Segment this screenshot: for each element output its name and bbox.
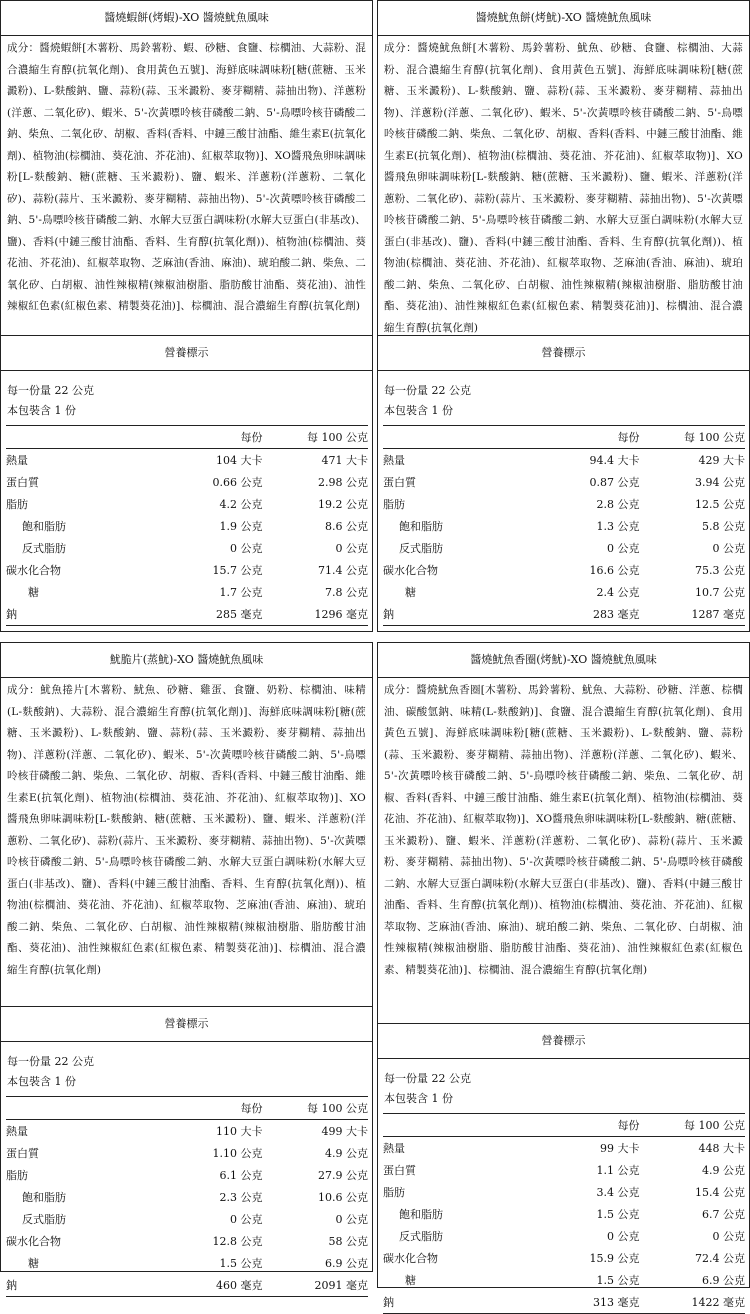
nutrient-header-blank <box>6 1097 157 1120</box>
nutrient-label: 碳水化合物 <box>6 564 61 577</box>
per-serving-value: 110 大卡 <box>216 1125 263 1138</box>
serving-size: 每一份量 22 公克 <box>7 1055 94 1068</box>
nutrition-table <box>6 425 368 626</box>
nutrition-row <box>6 1142 368 1164</box>
per-100g-value: 0 公克 <box>335 1213 368 1226</box>
per-serving-value: 94.4 大卡 <box>589 454 640 467</box>
nutrient-header-blank <box>383 426 534 449</box>
product-title: 醬燒蝦餅(烤蝦)-XO 醬燒魷魚風味 <box>1 1 372 36</box>
nutrient-label: 反式脂肪 <box>22 542 66 555</box>
ingredients-section <box>378 678 749 1024</box>
nutrition-table <box>383 1113 745 1314</box>
per-serving-value: 1.1 公克 <box>596 1164 640 1177</box>
per-serving-value: 12.8 公克 <box>212 1235 263 1248</box>
servings-per-pack: 本包裝含 1 份 <box>384 404 453 417</box>
per-100g-value: 27.9 公克 <box>318 1169 368 1182</box>
nutrient-label: 脂肪 <box>6 498 28 511</box>
nutrition-row <box>383 1181 745 1203</box>
nutrient-label: 鈉 <box>383 1291 534 1314</box>
product-panel-squid-chips <box>0 642 373 1292</box>
nutrition-row <box>383 559 745 581</box>
per-serving-value: 0 公克 <box>230 1213 263 1226</box>
nutrient-label: 飽和脂肪 <box>22 520 66 533</box>
nutrition-title: 營養標示 <box>378 1024 749 1059</box>
per-serving-value: 0.66 公克 <box>212 476 263 489</box>
ingredients-section <box>1 36 372 336</box>
per-100g-value: 4.9 公克 <box>702 1164 745 1177</box>
nutrition-row <box>6 603 368 626</box>
nutrition-title: 營養標示 <box>378 336 749 371</box>
per-100g-value: 71.4 公克 <box>318 564 368 577</box>
per-100g-header: 每 100 公克 <box>263 1097 368 1120</box>
nutrient-label: 蛋白質 <box>6 1147 39 1160</box>
nutrition-row <box>6 559 368 581</box>
nutrient-label: 脂肪 <box>6 1169 28 1182</box>
nutrition-row <box>383 493 745 515</box>
per-100g-value: 448 大卡 <box>698 1142 745 1155</box>
per-100g-value: 3.94 公克 <box>695 476 745 489</box>
per-serving-value: 285 毫克 <box>157 603 262 626</box>
per-100g-value: 0 公克 <box>712 542 745 555</box>
nutrition-title: 營養標示 <box>1 336 372 371</box>
product-panel-squid-cracker <box>377 0 750 632</box>
nutrition-row <box>383 449 745 472</box>
nutrition-rows <box>383 449 745 626</box>
per-serving-header: 每份 <box>157 1097 262 1120</box>
ingredients-text: 成分：醬燒魷魚香圈[木薯粉、馬鈴薯粉、魷魚、大蒜粉、砂糖、洋蔥、棕櫚油、碳酸氫鈉、味精(L-麩酸鈉)]、食鹽、混合濃縮生育醇(抗氧化劑)、食用黃色五號]、海鮮底味調味粉[糖(蔗糖、玉米澱粉)、L-麩酸鈉、鹽、蒜粉(蒜、玉米澱粉、麥芽糊精、蒜抽出物)、洋蔥粉(洋蔥、二氧化矽)、蝦米、5'-次黃嘌呤核苷磷酸二鈉、5'-鳥嘌呤核苷磷酸二鈉、柴魚、二氧化矽、胡椒、香料(香料、中鏈三酸甘油酯、維生素E(抗氧化劑)、植物油(棕櫚油、葵花油、芥花油)、紅椒萃取物)]、XO醬飛魚卵味調味粉[L-麩酸鈉、糖(蔗糖、玉米澱粉)、鹽、蝦米、洋蔥粉(洋蔥粉、二氧化矽)、蒜粉(蒜片、玉米澱粉、麥芽糊精、蒜抽出物)、5'-次黃嘌呤核苷磷酸二鈉、5'-鳥嘌呤核苷磷酸二鈉、水解大豆蛋白調味粉(水解大豆蛋白(非基改)、鹽)、香料(中鏈三酸甘油酯、香料、生育醇(抗氧化劑))、植物油(棕櫚油、葵花油、芥花油)、紅椒萃取物、芝麻油(香油、麻油)、琥珀酸二鈉、柴魚、二氧化矽、白胡椒、油性辣椒精(辣椒油樹脂、脂肪酸甘油酯、葵花油)、油性辣椒紅色素(紅椒色素、精製葵花油)]、棕櫚油、混合濃縮生育醇(抗氧化劑) <box>384 684 743 976</box>
per-100g-value: 6.7 公克 <box>702 1208 745 1221</box>
nutrient-label: 脂肪 <box>383 1186 405 1199</box>
per-serving-value: 1.9 公克 <box>219 520 263 533</box>
nutrient-label: 飽和脂肪 <box>22 1191 66 1204</box>
per-serving-value: 1.7 公克 <box>219 586 263 599</box>
nutrient-label: 蛋白質 <box>6 476 39 489</box>
product-panel-shrimp-cracker <box>0 0 373 632</box>
per-serving-value: 1.5 公克 <box>596 1274 640 1287</box>
product-panel-squid-rings <box>377 642 750 1309</box>
nutrient-label: 鈉 <box>383 603 534 626</box>
per-serving-header: 每份 <box>534 1114 639 1137</box>
per-serving-value: 313 毫克 <box>534 1291 639 1314</box>
per-100g-value: 12.5 公克 <box>695 498 745 511</box>
servings-per-pack: 本包裝含 1 份 <box>384 1092 453 1105</box>
nutrient-header-blank <box>383 1114 534 1137</box>
servings-per-pack: 本包裝含 1 份 <box>7 1075 76 1088</box>
nutrition-row <box>6 1252 368 1274</box>
per-serving-value: 0 公克 <box>230 542 263 555</box>
per-serving-value: 0 公克 <box>607 542 640 555</box>
per-serving-value: 460 毫克 <box>157 1274 262 1297</box>
ingredients-text: 成分：醬燒蝦餅[木薯粉、馬鈴薯粉、蝦、砂糖、食鹽、棕櫚油、大蒜粉、混合濃縮生育醇(抗氧化劑)、食用黃色五號]、海鮮底味調味粉[糖(蔗糖、玉米澱粉)、L-麩酸鈉、鹽、蒜粉(蒜、玉米澱粉、麥芽糊精、蒜抽出物)、洋蔥粉(洋蔥、二氧化矽)、蝦米、5'-次黃嘌呤核苷磷酸二鈉、5'-鳥嘌呤核苷磷酸二鈉、柴魚、二氧化矽、胡椒、香料(香料、中鏈三酸甘油酯、維生素E(抗氧化劑)、植物油(棕櫚油、葵花油、芥花油)、紅椒萃取物)]、XO醬飛魚卵味調味粉[L-麩酸鈉、糖(蔗糖、玉米澱粉)、鹽、蝦米、洋蔥粉(洋蔥粉、二氧化矽)、蒜粉(蒜片、玉米澱粉、麥芽糊精、蒜抽出物)、5'-次黃嘌呤核苷磷酸二鈉、5'-鳥嘌呤核苷磷酸二鈉、水解大豆蛋白調味粉(水解大豆蛋白(非基改)、鹽)、香料(中鏈三酸甘油酯、香料、生育醇(抗氧化劑))、植物油(棕櫚油、葵花油、芥花油)、紅椒萃取物、芝麻油(香油、麻油)、琥珀酸二鈉、柴魚、二氧化矽、白胡椒、油性辣椒精(辣椒油樹脂、脂肪酸甘油酯、葵花油)、油性辣椒紅色素(紅椒色素、精製葵花油)]、棕櫚油、混合濃縮生育醇(抗氧化劑) <box>7 42 366 312</box>
per-serving-value: 1.3 公克 <box>596 520 640 533</box>
ingredients-text: 成分：魷魚捲片[木薯粉、魷魚、砂糖、雞蛋、食鹽、奶粉、棕櫚油、味精(L-麩酸鈉)、大蒜粉、混合濃縮生育醇(抗氧化劑)]、海鮮底味調味粉[糖(蔗糖、玉米澱粉)、L-麩酸鈉、鹽、蒜粉(蒜、玉米澱粉、麥芽糊精、蒜抽出物)、洋蔥粉(洋蔥、二氧化矽)、蝦米、5'-次黃嘌呤核苷磷酸二鈉、5'-鳥嘌呤核苷磷酸二鈉、柴魚、二氧化矽、胡椒、香料(香料、中鏈三酸甘油酯、維生素E(抗氧化劑)、植物油(棕櫚油、葵花油、芥花油)、紅椒萃取物)]、XO醬飛魚卵味調味粉[L-麩酸鈉、糖(蔗糖、玉米澱粉)、鹽、蝦米、洋蔥粉(洋蔥粉、二氧化矽)、蒜粉(蒜片、玉米澱粉、麥芽糊精、蒜抽出物)、5'-次黃嘌呤核苷磷酸二鈉、5'-鳥嘌呤核苷磷酸二鈉、水解大豆蛋白調味粉(水解大豆蛋白(非基改)、鹽)、香料(中鏈三酸甘油酯、香料、生育醇(抗氧化劑))、植物油(棕櫚油、葵花油、芥花油)、紅椒萃取物、芝麻油(香油、麻油)、琥珀酸二鈉、柴魚、二氧化矽、白胡椒、油性辣椒精(辣椒油樹脂、脂肪酸甘油酯、葵花油)、油性辣椒紅色素(紅椒色素、精製葵花油)]、棕櫚油、混合濃縮生育醇(抗氧化劑) <box>7 684 366 976</box>
nutrition-row <box>6 1230 368 1252</box>
nutrition-title: 營養標示 <box>1 1007 372 1042</box>
per-serving-value: 99 大卡 <box>600 1142 640 1155</box>
nutrition-row <box>6 1164 368 1186</box>
per-100g-value: 19.2 公克 <box>318 498 368 511</box>
per-100g-value: 58 公克 <box>328 1235 368 1248</box>
per-serving-value: 15.9 公克 <box>589 1252 640 1265</box>
per-serving-value: 16.6 公克 <box>589 564 640 577</box>
nutrient-label: 熱量 <box>383 454 405 467</box>
nutrition-row <box>383 1247 745 1269</box>
per-serving-value: 2.8 公克 <box>596 498 640 511</box>
nutrient-label: 蛋白質 <box>383 1164 416 1177</box>
per-100g-value: 6.9 公克 <box>702 1274 745 1287</box>
serving-size: 每一份量 22 公克 <box>7 384 94 397</box>
per-100g-value: 6.9 公克 <box>325 1257 368 1270</box>
nutrition-row <box>383 581 745 603</box>
product-title: 魷脆片(蒸魷)-XO 醬燒魷魚風味 <box>1 643 372 678</box>
nutrition-row <box>6 493 368 515</box>
per-serving-value: 6.1 公克 <box>219 1169 263 1182</box>
nutrition-row <box>6 1208 368 1230</box>
serving-info <box>378 1059 749 1113</box>
per-serving-value: 1.5 公克 <box>596 1208 640 1221</box>
per-serving-header: 每份 <box>157 426 262 449</box>
per-serving-value: 15.7 公克 <box>212 564 263 577</box>
nutrient-label: 碳水化合物 <box>383 1252 438 1265</box>
per-100g-value: 10.6 公克 <box>318 1191 368 1204</box>
per-serving-value: 104 大卡 <box>216 454 263 467</box>
ingredients-text: 成分：醬燒魷魚餅[木薯粉、馬鈴薯粉、魷魚、砂糖、食鹽、棕櫚油、大蒜粉、混合濃縮生育醇(抗氧化劑)、食用黃色五號]、海鮮底味調味粉[糖(蔗糖、玉米澱粉)、L-麩酸鈉、鹽、蒜粉(蒜、玉米澱粉、麥芽糊精、蒜抽出物)、洋蔥粉(洋蔥、二氧化矽)、蝦米、5'-次黃嘌呤核苷磷酸二鈉、5'-鳥嘌呤核苷磷酸二鈉、柴魚、二氧化矽、胡椒、香料(香料、中鏈三酸甘油酯、維生素E(抗氧化劑)、植物油(棕櫚油、葵花油、芥花油)、紅椒萃取物)]、XO醬飛魚卵味調味粉[L-麩酸鈉、糖(蔗糖、玉米澱粉)、鹽、蝦米、洋蔥粉(洋蔥粉、二氧化矽)、蒜粉(蒜片、玉米澱粉、麥芽糊精、蒜抽出物)、5'-次黃嘌呤核苷磷酸二鈉、5'-鳥嘌呤核苷磷酸二鈉、水解大豆蛋白調味粉(水解大豆蛋白(非基改)、鹽)、香料(中鏈三酸甘油酯、香料、生育醇(抗氧化劑))、植物油(棕櫚油、葵花油、芥花油)、紅椒萃取物、芝麻油(香油、麻油)、琥珀酸二鈉、柴魚、二氧化矽、白胡椒、油性辣椒精(辣椒油樹脂、脂肪酸甘油酯、葵花油)、油性辣椒紅色素(紅椒色素、精製葵花油)]、棕櫚油、混合濃縮生育醇(抗氧化劑) <box>384 42 743 334</box>
nutrient-label: 熱量 <box>383 1142 405 1155</box>
nutrient-label: 飽和脂肪 <box>399 520 443 533</box>
serving-info <box>1 371 372 425</box>
per-100g-value: 1422 毫克 <box>640 1291 745 1314</box>
per-serving-value: 4.2 公克 <box>219 498 263 511</box>
serving-size: 每一份量 22 公克 <box>384 384 471 397</box>
per-100g-value: 499 大卡 <box>321 1125 368 1138</box>
per-100g-value: 471 大卡 <box>321 454 368 467</box>
per-100g-value: 8.6 公克 <box>325 520 368 533</box>
per-serving-value: 2.4 公克 <box>596 586 640 599</box>
nutrition-row <box>6 1274 368 1297</box>
nutrient-header-blank <box>6 426 157 449</box>
nutrition-table <box>383 425 745 626</box>
nutrition-row <box>383 471 745 493</box>
per-serving-value: 3.4 公克 <box>596 1186 640 1199</box>
nutrition-rows <box>6 1120 368 1297</box>
nutrition-row <box>6 471 368 493</box>
nutrition-row <box>383 1137 745 1160</box>
per-100g-value: 429 大卡 <box>698 454 745 467</box>
nutrient-label: 反式脂肪 <box>399 542 443 555</box>
per-100g-value: 1296 毫克 <box>263 603 368 626</box>
serving-size: 每一份量 22 公克 <box>384 1072 471 1085</box>
per-100g-value: 72.4 公克 <box>695 1252 745 1265</box>
per-serving-value: 0 公克 <box>607 1230 640 1243</box>
per-serving-value: 283 毫克 <box>534 603 639 626</box>
per-100g-header: 每 100 公克 <box>263 426 368 449</box>
ingredients-section <box>378 36 749 336</box>
nutrition-row <box>383 515 745 537</box>
nutrient-label: 糖 <box>405 1274 416 1287</box>
nutrition-row <box>6 1120 368 1143</box>
nutrient-label: 飽和脂肪 <box>399 1208 443 1221</box>
nutrition-row <box>383 1291 745 1314</box>
serving-info <box>378 371 749 425</box>
per-100g-value: 2091 毫克 <box>263 1274 368 1297</box>
per-100g-value: 75.3 公克 <box>695 564 745 577</box>
per-serving-value: 0.87 公克 <box>589 476 640 489</box>
nutrient-label: 糖 <box>405 586 416 599</box>
nutrition-row <box>6 581 368 603</box>
nutrient-label: 反式脂肪 <box>399 1230 443 1243</box>
serving-info <box>1 1042 372 1096</box>
per-serving-value: 2.3 公克 <box>219 1191 263 1204</box>
per-serving-header: 每份 <box>534 426 639 449</box>
nutrient-label: 糖 <box>28 1257 39 1270</box>
per-100g-value: 2.98 公克 <box>318 476 368 489</box>
per-serving-value: 1.10 公克 <box>212 1147 263 1160</box>
nutrition-row <box>383 1225 745 1247</box>
nutrition-table <box>6 1096 368 1297</box>
nutrient-label: 蛋白質 <box>383 476 416 489</box>
per-100g-header: 每 100 公克 <box>640 1114 745 1137</box>
nutrient-label: 碳水化合物 <box>6 1235 61 1248</box>
per-100g-value: 1287 毫克 <box>640 603 745 626</box>
per-serving-value: 1.5 公克 <box>219 1257 263 1270</box>
nutrition-rows <box>6 449 368 626</box>
nutrient-label: 反式脂肪 <box>22 1213 66 1226</box>
nutrition-row <box>383 603 745 626</box>
per-100g-header: 每 100 公克 <box>640 426 745 449</box>
nutrition-row <box>6 537 368 559</box>
product-title: 醬燒魷魚香圈(烤魷)-XO 醬燒魷魚風味 <box>378 643 749 678</box>
product-title: 醬燒魷魚餅(烤魷)-XO 醬燒魷魚風味 <box>378 1 749 36</box>
nutrition-row <box>383 537 745 559</box>
nutrition-row <box>383 1203 745 1225</box>
nutrition-rows <box>383 1137 745 1314</box>
nutrition-row <box>6 1186 368 1208</box>
servings-per-pack: 本包裝含 1 份 <box>7 404 76 417</box>
nutrient-label: 糖 <box>28 586 39 599</box>
per-100g-value: 7.8 公克 <box>325 586 368 599</box>
per-100g-value: 0 公克 <box>712 1230 745 1243</box>
per-100g-value: 0 公克 <box>335 542 368 555</box>
nutrition-row <box>6 449 368 472</box>
nutrient-label: 碳水化合物 <box>383 564 438 577</box>
nutrition-row <box>383 1159 745 1181</box>
nutrient-label: 鈉 <box>6 603 157 626</box>
nutrient-label: 脂肪 <box>383 498 405 511</box>
nutrition-row <box>6 515 368 537</box>
nutrient-label: 鈉 <box>6 1274 157 1297</box>
nutrient-label: 熱量 <box>6 1125 28 1138</box>
per-100g-value: 15.4 公克 <box>695 1186 745 1199</box>
per-100g-value: 5.8 公克 <box>702 520 745 533</box>
nutrient-label: 熱量 <box>6 454 28 467</box>
per-100g-value: 10.7 公克 <box>695 586 745 599</box>
ingredients-section <box>1 678 372 1007</box>
per-100g-value: 4.9 公克 <box>325 1147 368 1160</box>
